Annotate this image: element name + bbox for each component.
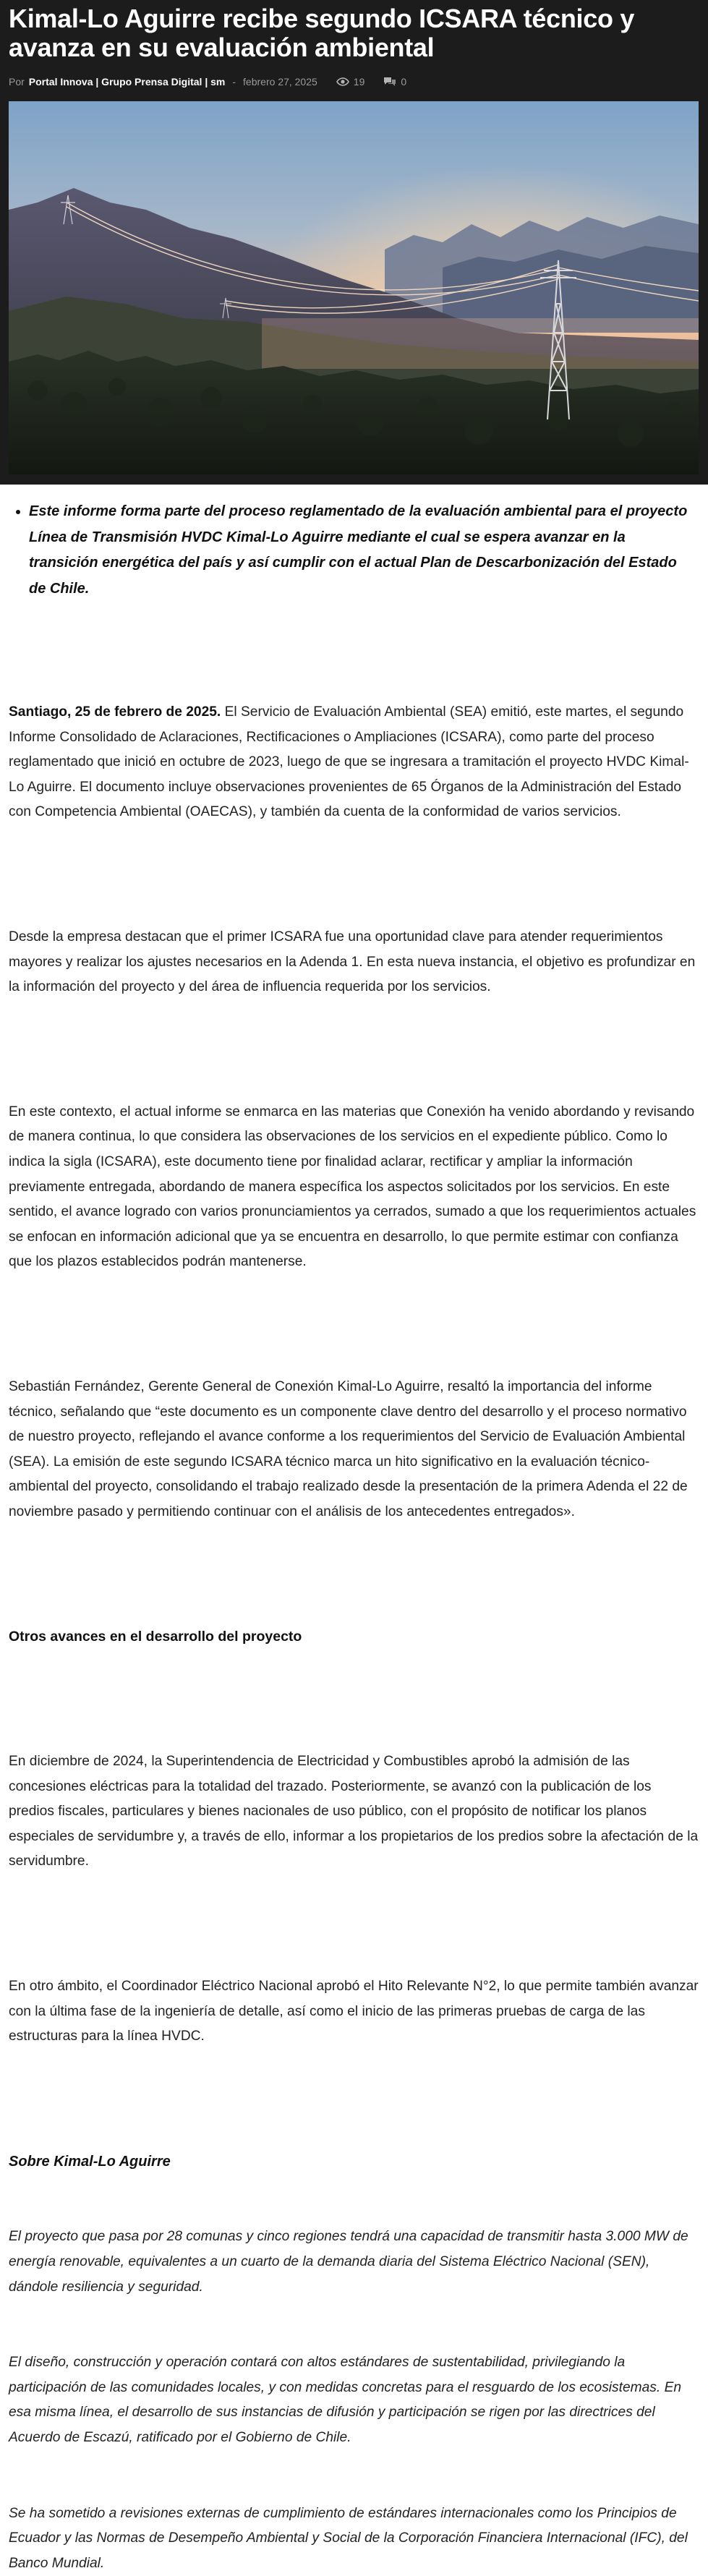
paragraph-1-text: El Servicio de Evaluación Ambiental (SEA) emitió, este martes, el segundo Informe Consolidado de Aclaraciones, Rectificaciones o Ampliaciones (ICSARA), como parte del proceso reglamentado que inició en octubre de 2023, luego de que se ingresara a tramitación el proyecto HVDC Kimal-Lo Aguirre. El documento incluye observaciones provenientes de 65 Órganos de la Administración del Estado con Competencia Ambiental (OAECAS), y también da cuenta de la conformidad de varios servicios.: [9, 704, 689, 820]
paragraph-4: Sebastián Fernández, Gerente General de Conexión Kimal-Lo Aguirre, resaltó la importancia del informe técnico, señalando que “este documento es un componente clave dentro del desarrollo y el proceso normativo de nuestro proyecto, reflejando el avance conforme a los requerimientos del Servicio de Evaluación Ambiental (SEA). La emisión de este segundo ICSARA técnico marca un hito significativo en la evaluación técnico-ambiental del proyecto, consolidando el trabajo realizado desde la presentación de la primera Adenda el 22 de noviembre pasado y permitiendo continuar con el análisis de los antecedentes entregados».: [9, 1378, 688, 1519]
views-count: [336, 76, 365, 88]
paragraph-8: El diseño, construcción y operación contará con altos estándares de sustentabilidad, privilegiando la participación de las comunidades locales, y con medidas concretas para el resguardo de los ecosistemas. En esa misma línea, el desarrollo de sus instancias de difusión y participación se rigen por las directrices del Acuerdo de Escazú, ratificado por el Gobierno de Chile.: [9, 2355, 682, 2445]
hero-illustration: [9, 101, 699, 474]
paragraph-1: [9, 700, 699, 825]
by-label: Por: [9, 76, 25, 88]
dateline: Santiago, 25 de febrero de 2025.: [9, 704, 221, 720]
article-title: Kimal-Lo Aguirre recibe segundo ICSARA técnico y avanza en su evaluación ambiental: [9, 4, 635, 62]
meta-separator: -: [232, 76, 236, 88]
paragraph-5: En diciembre de 2024, la Superintendencia de Electricidad y Combustibles aprobó la admisión de las concesiones eléctricas para la totalidad del trazado. Posteriormente, se avanzó con la publicación de los predios fiscales, particulares y bienes nacionales de uso público, con el propósito de notificar los planos especiales de servidumbre y, a través de ello, informar a los propietarios de los predios sobre la afectación de la servidumbre.: [9, 1754, 699, 1869]
section-title-advances: Otros avances en el desarrollo del proyecto: [9, 1629, 302, 1645]
article-meta: [9, 74, 699, 90]
paragraph-3: En este contexto, el actual informe se enmarca en las materias que Conexión ha venido abordando y revisando de manera continua, lo que considera las observaciones de los servicios en el expediente público. Como lo indica la sigla (ICSARA), este documento tiene por finalidad aclarar, rectificar y ampliar la información previamente entregada, abordando de manera específica los aspectos solicitados por los servicios. En este sentido, el avance logrado con varios pronunciamientos ya cerrados, sumado a que los requerimientos actuales se enfocan en información adicional que ya se encuentra en desarrollo, lo que permite estimar con confianza que los plazos establecidos podrán mantenerse.: [9, 1104, 696, 1270]
comments-value: 0: [401, 76, 407, 88]
article-body: [0, 499, 708, 2576]
section-title-about: Sobre Kimal-Lo Aguirre: [9, 2153, 171, 2170]
comments-icon: [383, 77, 396, 87]
article-header: [0, 0, 708, 485]
views-value: 19: [353, 76, 365, 88]
paragraph-6: En otro ámbito, el Coordinador Eléctrico Nacional aprobó el Hito Relevante N°2, lo que permite también avanzar con la última fase de la ingeniería de detalle, así como el inicio de las primeras pruebas de carga de las estructuras para la línea HVDC.: [9, 1979, 699, 2044]
paragraph-7: El proyecto que pasa por 28 comunas y cinco regiones tendrá una capacidad de transmitir hasta 3.000 MW de energía renovable, equivalentes a un cuarto de la demanda diaria del Sistema Eléctrico Nacional (SEN), dándole resiliencia y seguridad.: [9, 2229, 688, 2295]
eye-icon: [336, 77, 349, 86]
paragraph-2: Desde la empresa destacan que el primer ICSARA fue una oportunidad clave para atender requerimientos mayores y realizar los ajustes necesarios en la Adenda 1. En esta nueva instancia, el objetivo es profundizar en la información del proyecto y del área de influencia requerida por los servicios.: [9, 929, 696, 995]
comments-count[interactable]: [383, 76, 406, 88]
paragraph-9: Se ha sometido a revisiones externas de cumplimiento de estándares internacionales como los Principios de Ecuador y las Normas de Desempeño Ambiental y Social de la Corporación Financiera Internacional (IFC), del Banco Mundial.: [9, 2505, 688, 2571]
hero-image: [9, 101, 699, 474]
summary-bullet: • Este informe forma parte del proceso reglamentado de la evaluación ambiental para el proyecto Línea de Transmisión HVDC Kimal-Lo Aguirre mediante el cual se espera avanzar en la transición energética del país y así cumplir con el actual Plan de Descarbonización del Estado de Chile.: [29, 499, 699, 602]
publish-date: febrero 27, 2025: [243, 76, 317, 88]
summary-list: [9, 499, 699, 602]
author-link[interactable]: Portal Innova | Grupo Prensa Digital | sm: [28, 76, 226, 88]
